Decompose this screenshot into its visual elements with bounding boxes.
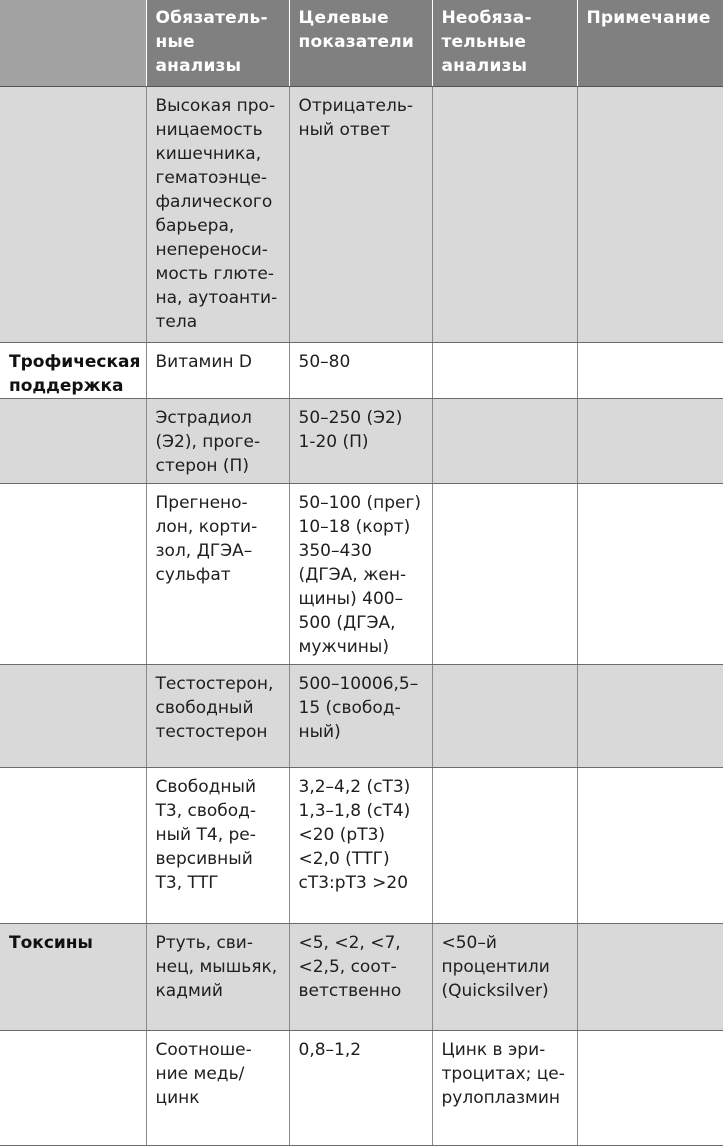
table-row (0, 398, 723, 483)
row-required: Высокая про- ницаемость кишечника, гематоэнце- фалического барьера, непереноси- мость глюте- на, аутоанти- тела (146, 86, 289, 342)
row-optional (432, 664, 577, 767)
table-row (0, 86, 723, 342)
row-note (577, 664, 723, 767)
table-body (0, 86, 723, 1146)
row-target: 50–100 (прег) 10–18 (корт) 350–430 (ДГЭА, жен- щины) 400– 500 (ДГЭА, мужчины) (289, 483, 432, 664)
table-row (0, 342, 723, 398)
header-optional-tests: Необяза- тельные анализы (432, 0, 577, 86)
row-section (0, 664, 146, 767)
row-target: <5, <2, <7, <2,5, соот- ветственно (289, 923, 432, 1030)
row-target: 3,2–4,2 (сТ3) 1,3–1,8 (сТ4) <20 (рТ3) <2,0 (ТТГ) сТ3:рТ3 >20 (289, 767, 432, 923)
row-section: Токсины (0, 923, 146, 1030)
row-required: Соотноше- ние медь/ цинк (146, 1030, 289, 1145)
row-note (577, 767, 723, 923)
row-section (0, 86, 146, 342)
row-required: Эстрадиол (Э2), проге- стерон (П) (146, 398, 289, 483)
row-target: 50–80 (289, 342, 432, 398)
row-optional: Цинк в эри- троцитах; це- рулоплазмин (432, 1030, 577, 1145)
row-optional: <50–й процентили (Quicksilver) (432, 923, 577, 1030)
table-row (0, 1030, 723, 1145)
table-row (0, 664, 723, 767)
table-row (0, 923, 723, 1030)
table-row (0, 767, 723, 923)
row-required: Свободный Т3, свобод- ный Т4, ре- версивный Т3, ТТГ (146, 767, 289, 923)
table-row (0, 483, 723, 664)
row-required: Прегнено- лон, корти- зол, ДГЭА– сульфат (146, 483, 289, 664)
row-section (0, 767, 146, 923)
row-optional (432, 398, 577, 483)
row-target: 500–10006,5– 15 (свобод- ный) (289, 664, 432, 767)
header-target-values: Целевые показатели (289, 0, 432, 86)
row-section (0, 398, 146, 483)
header-row (0, 0, 723, 86)
row-optional (432, 767, 577, 923)
header-required-tests: Обязатель- ные анализы (146, 0, 289, 86)
row-section (0, 483, 146, 664)
row-optional (432, 342, 577, 398)
row-note (577, 398, 723, 483)
header-note: Примечание (577, 0, 723, 86)
row-note (577, 923, 723, 1030)
row-note (577, 342, 723, 398)
row-section (0, 1030, 146, 1145)
row-required: Тестостерон, свободный тестостерон (146, 664, 289, 767)
row-optional (432, 483, 577, 664)
row-optional (432, 86, 577, 342)
row-required: Ртуть, сви- нец, мышьяк, кадмий (146, 923, 289, 1030)
row-note (577, 86, 723, 342)
row-target: 50–250 (Э2) 1-20 (П) (289, 398, 432, 483)
row-target: Отрицатель- ный ответ (289, 86, 432, 342)
header-section (0, 0, 146, 86)
row-note (577, 1030, 723, 1145)
row-required: Витамин D (146, 342, 289, 398)
table-header (0, 0, 723, 86)
row-target: 0,8–1,2 (289, 1030, 432, 1145)
row-note (577, 483, 723, 664)
row-section: Трофическая поддержка (0, 342, 146, 398)
